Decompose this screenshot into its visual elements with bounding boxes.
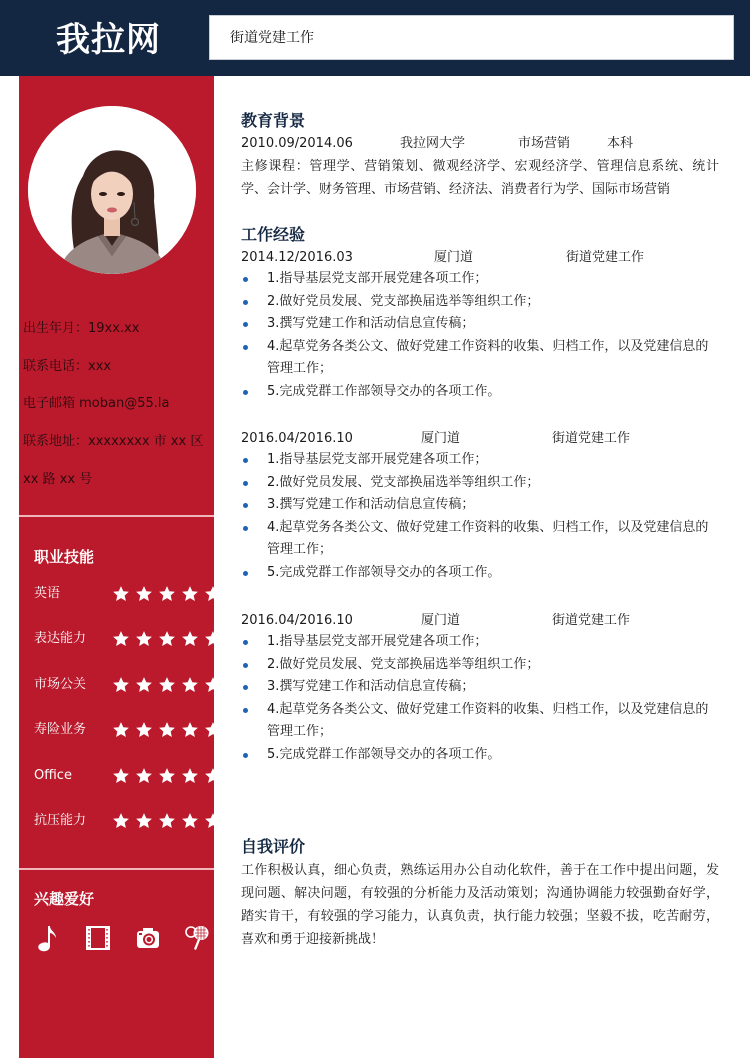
education-period: 2010.09/2014.06 (241, 136, 353, 151)
duty-item: 5.完成党群工作部领导交办的各项工作。 (241, 744, 719, 767)
job-position: 街道党建工作 (566, 250, 645, 265)
skill-rating (112, 630, 222, 648)
bullet-icon (243, 503, 248, 508)
skill-rating (112, 767, 222, 785)
star-icon (112, 767, 130, 785)
skill-rating (112, 812, 222, 830)
job-company: 厦门道 (421, 431, 461, 446)
star-icon (181, 812, 199, 830)
skill-label: 市场公关 (34, 677, 87, 692)
job-entry (241, 429, 721, 585)
job-company: 厦门道 (421, 613, 461, 628)
duty-item: 1.指导基层党支部开展党建各项工作； (241, 449, 719, 472)
skill-label: 寿险业务 (34, 722, 87, 737)
duty-item: 3.撰写党建工作和活动信息宣传稿； (241, 313, 719, 336)
duty-item: 1.指导基层党支部开展党建各项工作； (241, 631, 719, 654)
education-school: 我拉网大学 (400, 136, 466, 151)
star-icon (135, 812, 153, 830)
star-icon (135, 721, 153, 739)
site-logo[interactable]: 我拉网 (56, 20, 161, 60)
skill-rating (112, 585, 222, 603)
star-icon (158, 585, 176, 603)
self-eval-text: 工作积极认真，细心负责，熟练运用办公自动化软件，善于在工作中提出问题，发现问题、解决问题，有较强的分析能力及活动策划；沟通协调能力较强勤奋好学，踏实肯干，有较强的学习能力，认真负责，执行能力较强；坚毅不拔，吃苦耐劳，喜欢和勇于迎接新挑战！ (241, 863, 719, 947)
bullet-icon (243, 753, 248, 758)
bullet-icon (243, 390, 248, 395)
job-period: 2014.12/2016.03 (241, 250, 353, 265)
star-icon (204, 676, 222, 694)
star-icon (158, 721, 176, 739)
self-eval-title: 自我评价 (241, 837, 306, 856)
bullet-icon (243, 685, 248, 690)
star-icon (181, 676, 199, 694)
job-position: 街道党建工作 (552, 431, 631, 446)
duty-item: 2.做好党员发展、党支部换届选举等组织工作； (241, 654, 719, 677)
job-header (241, 611, 721, 631)
bullet-icon (243, 300, 248, 305)
star-icon (181, 721, 199, 739)
star-icon (135, 630, 153, 648)
star-icon (181, 767, 199, 785)
star-icon (135, 767, 153, 785)
star-icon (181, 630, 199, 648)
duty-item: 5.完成党群工作部领导交办的各项工作。 (241, 381, 719, 404)
duty-item: 4.起草党务各类公文、做好党建工作资料的收集、归档工作，以及党建信息的管理工作； (241, 517, 719, 562)
star-icon (112, 721, 130, 739)
email: 电子邮箱 moban@55.la (23, 396, 170, 411)
bullet-icon (243, 481, 248, 486)
education-courses: 主修课程：管理学、营销策划、微观经济学、宏观经济学、管理信息系统、统计学、会计学、财务管理、市场营销、经济法、消费者行为学、国际市场营销 (241, 159, 719, 197)
star-icon (204, 767, 222, 785)
job-entry (241, 611, 721, 767)
duty-item: 2.做好党员发展、党支部换届选举等组织工作； (241, 291, 719, 314)
job-period: 2016.04/2016.10 (241, 431, 353, 446)
skill-rating (112, 676, 222, 694)
star-icon (204, 630, 222, 648)
bullet-icon (243, 458, 248, 463)
skill-rating (112, 721, 222, 739)
search-value: 街道党建工作 (230, 30, 314, 46)
sidebar (19, 76, 214, 1058)
work-title: 工作经验 (241, 225, 306, 244)
star-icon (158, 630, 176, 648)
duty-item: 2.做好党员发展、党支部换届选举等组织工作； (241, 472, 719, 495)
bullet-icon (243, 663, 248, 668)
bullet-icon (243, 322, 248, 327)
education-major: 市场营销 (518, 136, 571, 151)
star-icon (181, 585, 199, 603)
duty-item: 1.指导基层党支部开展党建各项工作； (241, 268, 719, 291)
search-input[interactable] (209, 15, 734, 60)
job-period: 2016.04/2016.10 (241, 613, 353, 628)
avatar (28, 106, 196, 274)
education-degree: 本科 (607, 136, 634, 151)
skill-label: 抗压能力 (34, 813, 87, 828)
skills-title: 职业技能 (34, 548, 95, 566)
duty-item: 3.撰写党建工作和活动信息宣传稿； (241, 676, 719, 699)
skill-row (34, 675, 209, 695)
hobbies-title: 兴趣爱好 (34, 890, 95, 908)
job-header (241, 248, 721, 268)
bullet-icon (243, 277, 248, 282)
duty-item: 3.撰写党建工作和活动信息宣传稿； (241, 494, 719, 517)
star-icon (135, 585, 153, 603)
phone: 联系电话：xxx (23, 359, 112, 374)
job-company: 厦门道 (434, 250, 474, 265)
hobbies-list (34, 924, 212, 952)
bullet-icon (243, 571, 248, 576)
header-bar (0, 0, 750, 76)
star-icon (112, 676, 130, 694)
skill-label: 英语 (34, 586, 61, 601)
job-entry (241, 248, 721, 404)
divider (19, 868, 214, 870)
job-position: 街道党建工作 (552, 613, 631, 628)
birth-date: 出生年月：19xx.xx (23, 321, 140, 336)
skill-row (34, 766, 209, 786)
skill-row (34, 629, 209, 649)
bullet-icon (243, 526, 248, 531)
bullet-icon (243, 345, 248, 350)
skill-label: 表达能力 (34, 631, 87, 646)
star-icon (158, 676, 176, 694)
film-icon (84, 924, 112, 952)
divider (19, 515, 214, 517)
address-line-2: xx 路 xx 号 (23, 472, 93, 487)
star-icon (204, 585, 222, 603)
duty-item: 5.完成党群工作部领导交办的各项工作。 (241, 562, 719, 585)
bullet-icon (243, 708, 248, 713)
star-icon (204, 721, 222, 739)
skill-row (34, 584, 209, 604)
address-line-1: 联系地址：xxxxxxxx 市 xx 区 (23, 434, 204, 449)
duty-item: 4.起草党务各类公文、做好党建工作资料的收集、归档工作，以及党建信息的管理工作； (241, 699, 719, 744)
music-icon (34, 924, 62, 952)
skill-row (34, 720, 209, 740)
skill-label: Office (34, 768, 72, 783)
education-title: 教育背景 (241, 111, 306, 130)
bullet-icon (243, 640, 248, 645)
star-icon (158, 812, 176, 830)
star-icon (112, 585, 130, 603)
duty-item: 4.起草党务各类公文、做好党建工作资料的收集、归档工作，以及党建信息的管理工作； (241, 336, 719, 381)
tennis-icon (184, 924, 212, 952)
star-icon (158, 767, 176, 785)
star-icon (204, 812, 222, 830)
star-icon (135, 676, 153, 694)
star-icon (112, 630, 130, 648)
star-icon (112, 812, 130, 830)
job-header (241, 429, 721, 449)
skill-row (34, 811, 209, 831)
portrait-photo (28, 106, 196, 274)
camera-icon (134, 924, 162, 952)
